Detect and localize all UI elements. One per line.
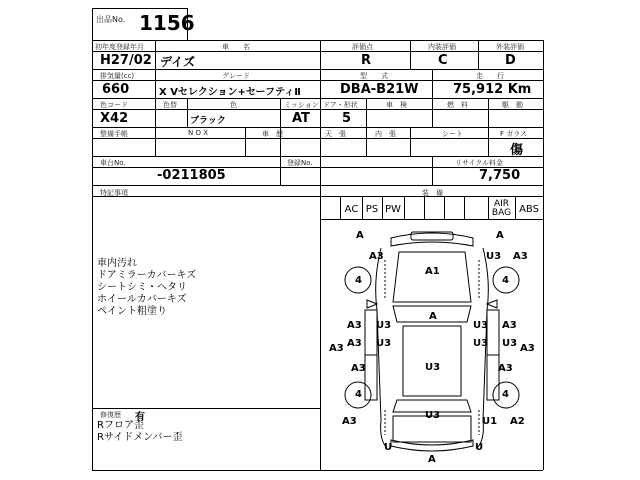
grid-line — [187, 98, 188, 127]
car-name-label: 車 名 — [222, 43, 250, 51]
grade-label: グレード — [222, 72, 250, 80]
car-name-value: デイズ — [160, 55, 196, 69]
damage-code: A3 — [342, 416, 357, 427]
drive-label: 駆 動 — [502, 101, 523, 109]
chassis-number-label: 車台No. — [100, 159, 126, 167]
damage-code: 4 — [502, 275, 509, 286]
damage-code: U1 — [482, 416, 498, 427]
grid-line — [92, 127, 543, 128]
upholstery-label: 内 張 — [375, 130, 396, 138]
headliner-label: 天 張 — [325, 130, 346, 138]
damage-code: A2 — [510, 416, 525, 427]
damage-code: A3 — [369, 251, 384, 262]
grid-line — [432, 156, 433, 185]
inspection-label: 車 検 — [386, 101, 407, 109]
note-line: シートシミ・ヘタリ — [97, 282, 187, 293]
mission-value: AT — [292, 111, 310, 126]
recycle-fee-label: リサイクル料金 — [455, 159, 504, 167]
damage-code: U3 — [376, 320, 392, 331]
grid-line — [155, 40, 156, 69]
damage-code: 4 — [355, 389, 362, 400]
grid-line — [92, 138, 543, 139]
grid-line — [488, 98, 489, 127]
damage-code: U3 — [502, 338, 518, 349]
grid-line — [432, 98, 433, 127]
maintenance-record-label: 整備手帳 — [100, 130, 128, 138]
model-label: 型 式 — [360, 72, 388, 80]
note-line: 車内汚れ — [97, 258, 137, 269]
first-registration-label: 初年度登録年月 — [95, 43, 144, 51]
damage-code: A — [496, 230, 504, 241]
first-registration-value: H27/02 — [100, 53, 152, 68]
model-value: DBA-B21W — [340, 82, 419, 97]
grid-line — [478, 40, 479, 69]
doors-label: ドア・形状 — [323, 101, 358, 109]
grid-line — [155, 69, 156, 98]
grid-line — [92, 470, 543, 471]
repair-detail-list — [97, 420, 182, 444]
equipment-ps: PS — [365, 204, 379, 215]
repair-history-label: 修復歴 — [100, 411, 121, 419]
grid-line — [92, 408, 320, 409]
note-line: ペイント粗塗り — [97, 306, 167, 317]
damage-code: A3 — [347, 320, 362, 331]
color-label: 色 — [230, 101, 237, 109]
note-line: ドアミラーカバーキズ — [97, 270, 197, 281]
damage-code: A3 — [329, 343, 344, 354]
front-glass-value: 傷 — [510, 143, 524, 158]
seat-label: シート — [442, 130, 463, 138]
grade-value: X Vセレクション+セーフティⅡ — [159, 87, 301, 98]
exterior-grade-label: 外装評価 — [496, 43, 524, 51]
equipment-label: 装 備 — [422, 189, 443, 197]
grid-line — [92, 51, 543, 52]
damage-code: U — [384, 442, 393, 453]
color-code-value: X42 — [100, 111, 129, 126]
damage-code: U3 — [486, 251, 502, 262]
damage-code: U3 — [425, 362, 441, 373]
special-notes-label: 特記事項 — [100, 189, 128, 197]
grid-line — [155, 127, 156, 156]
grid-line — [432, 69, 433, 98]
grid-line — [280, 98, 281, 127]
mileage-value: 75,912 Km — [453, 82, 532, 97]
color-value: ブラック — [190, 116, 226, 126]
grid-line — [410, 127, 411, 156]
damage-code: A — [429, 311, 437, 322]
grid-line — [92, 185, 543, 186]
grid-line — [92, 40, 93, 470]
grid-line — [404, 196, 405, 219]
grid-line — [366, 98, 367, 127]
score-value: R — [361, 53, 372, 68]
exhibit-number: 1156 — [139, 11, 195, 35]
equipment-ac: AC — [344, 204, 359, 215]
exterior-grade-value: D — [505, 53, 516, 68]
registration-number-label: 登録No. — [287, 159, 313, 167]
equipment-airbag: AIR BAG — [491, 199, 512, 218]
displacement-label: 排気量(cc) — [100, 72, 135, 80]
damage-code: U3 — [425, 410, 441, 421]
grid-line — [92, 40, 543, 41]
score-label: 評価点 — [352, 43, 373, 51]
damage-code: A3 — [498, 363, 513, 374]
exhibit-number-label: 出品No. — [96, 15, 126, 24]
grid-line — [92, 156, 543, 157]
damage-code: 4 — [355, 275, 362, 286]
note-line: ホイールカバーキズ — [97, 294, 187, 305]
grid-line — [245, 127, 246, 156]
interior-grade-label: 内装評価 — [428, 43, 456, 51]
equipment-pw: PW — [385, 204, 401, 215]
grid-line — [410, 40, 411, 69]
grid-line — [543, 40, 544, 470]
damage-code: A3 — [351, 363, 366, 374]
damage-code: A3 — [347, 338, 362, 349]
interior-grade-value: C — [438, 53, 448, 68]
repair-line: Rサイドメンバー歪 — [97, 432, 183, 443]
damage-code: U3 — [376, 338, 392, 349]
grid-line — [92, 8, 93, 40]
damage-code: A — [356, 230, 364, 241]
special-notes-list — [97, 258, 196, 318]
mission-label: ミッション — [284, 101, 319, 109]
repair-line: Rフロア歪 — [97, 420, 144, 431]
grid-line — [155, 98, 156, 127]
damage-code: A1 — [425, 266, 440, 277]
front-glass-label: F ガラス — [500, 130, 528, 138]
grid-line — [366, 127, 367, 156]
recycle-fee-value: 7,750 — [479, 168, 521, 183]
displacement-value: 660 — [102, 82, 130, 97]
nox-label: N O X — [188, 129, 208, 137]
damage-code: U — [475, 442, 484, 453]
damage-code: A3 — [520, 343, 535, 354]
doors-value: 5 — [342, 111, 352, 126]
grid-line — [280, 156, 281, 185]
damage-code: A3 — [502, 320, 517, 331]
damage-code: U3 — [473, 338, 489, 349]
grid-line — [464, 196, 465, 219]
mileage-label: 走 行 — [476, 72, 504, 80]
grid-line — [488, 127, 489, 156]
grid-line — [92, 196, 543, 197]
fuel-label: 燃 料 — [447, 101, 468, 109]
damage-code: A3 — [513, 251, 528, 262]
damage-code: 4 — [502, 389, 509, 400]
car-history-label: 車 歴 — [262, 130, 283, 138]
equipment-abs: ABS — [519, 204, 539, 215]
grid-line — [92, 98, 543, 99]
damage-code: U3 — [473, 320, 489, 331]
damage-code: A — [428, 454, 436, 465]
grid-line — [92, 8, 187, 9]
color-no-label: 色替 — [163, 101, 177, 109]
grid-line — [424, 196, 425, 219]
color-code-label: 色コード — [100, 101, 128, 109]
grid-line — [444, 196, 445, 219]
chassis-number-value: -0211805 — [157, 168, 226, 183]
repair-history-value: 有 — [135, 412, 145, 423]
